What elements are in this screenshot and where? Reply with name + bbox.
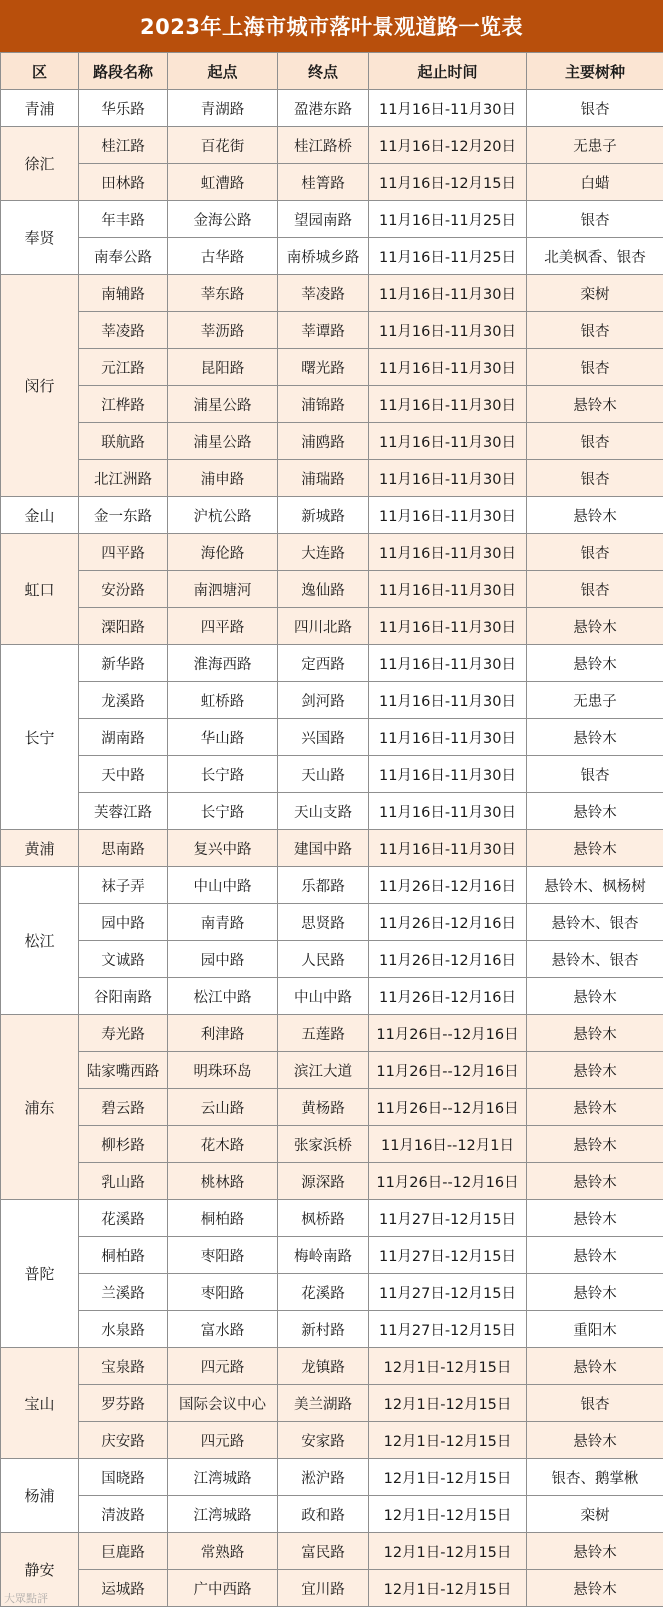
period-cell: 11月16日-11月30日 xyxy=(369,756,527,793)
road-name-cell: 寿光路 xyxy=(79,1015,168,1052)
end-point-cell: 新村路 xyxy=(278,1311,369,1348)
period-cell: 11月27日-12月15日 xyxy=(369,1311,527,1348)
tree-species-cell: 悬铃木 xyxy=(527,978,663,1015)
period-cell: 11月26日--12月16日 xyxy=(369,1163,527,1200)
tree-species-cell: 悬铃木 xyxy=(527,793,663,830)
tree-species-cell: 悬铃木 xyxy=(527,645,663,682)
road-name-cell: 水泉路 xyxy=(79,1311,168,1348)
end-point-cell: 新城路 xyxy=(278,497,369,534)
road-name-cell: 花溪路 xyxy=(79,1200,168,1237)
tree-species-cell: 银杏 xyxy=(527,534,663,571)
end-point-cell: 四川北路 xyxy=(278,608,369,645)
start-point-cell: 明珠环岛 xyxy=(168,1052,278,1089)
road-name-cell: 运城路 xyxy=(79,1570,168,1607)
road-name-cell: 芙蓉江路 xyxy=(79,793,168,830)
period-cell: 11月16日-11月30日 xyxy=(369,830,527,867)
period-cell: 11月26日-12月16日 xyxy=(369,867,527,904)
tree-species-cell: 悬铃木 xyxy=(527,1274,663,1311)
end-point-cell: 美兰湖路 xyxy=(278,1385,369,1422)
start-point-cell: 常熟路 xyxy=(168,1533,278,1570)
period-cell: 11月16日-11月30日 xyxy=(369,571,527,608)
header-road-name: 路段名称 xyxy=(79,53,168,90)
end-point-cell: 兴国路 xyxy=(278,719,369,756)
road-name-cell: 莘凌路 xyxy=(79,312,168,349)
road-name-cell: 园中路 xyxy=(79,904,168,941)
start-point-cell: 园中路 xyxy=(168,941,278,978)
table-row xyxy=(1,682,663,719)
road-name-cell: 南奉公路 xyxy=(79,238,168,275)
end-point-cell: 盈港东路 xyxy=(278,90,369,127)
road-name-cell: 文诚路 xyxy=(79,941,168,978)
district-cell: 徐汇 xyxy=(1,127,79,201)
table-row xyxy=(1,201,663,238)
table-row xyxy=(1,127,663,164)
table-row xyxy=(1,793,663,830)
end-point-cell: 桂江路桥 xyxy=(278,127,369,164)
period-cell: 11月16日-11月30日 xyxy=(369,460,527,497)
road-name-cell: 新华路 xyxy=(79,645,168,682)
district-cell: 杨浦 xyxy=(1,1459,79,1533)
start-point-cell: 浦星公路 xyxy=(168,423,278,460)
tree-species-cell: 悬铃木 xyxy=(527,1200,663,1237)
end-point-cell: 源深路 xyxy=(278,1163,369,1200)
period-cell: 11月16日-11月25日 xyxy=(369,238,527,275)
period-cell: 11月26日--12月16日 xyxy=(369,1015,527,1052)
page-title: 2023年上海市城市落叶景观道路一览表 xyxy=(0,0,663,52)
road-name-cell: 清波路 xyxy=(79,1496,168,1533)
period-cell: 12月1日-12月15日 xyxy=(369,1422,527,1459)
table-row xyxy=(1,608,663,645)
tree-species-cell: 银杏 xyxy=(527,571,663,608)
start-point-cell: 虹漕路 xyxy=(168,164,278,201)
tree-species-cell: 悬铃木 xyxy=(527,386,663,423)
start-point-cell: 江湾城路 xyxy=(168,1496,278,1533)
tree-species-cell: 悬铃木 xyxy=(527,497,663,534)
period-cell: 11月27日-12月15日 xyxy=(369,1274,527,1311)
road-name-cell: 庆安路 xyxy=(79,1422,168,1459)
start-point-cell: 淮海西路 xyxy=(168,645,278,682)
tree-species-cell: 悬铃木 xyxy=(527,1052,663,1089)
header-district: 区 xyxy=(1,53,79,90)
end-point-cell: 人民路 xyxy=(278,941,369,978)
start-point-cell: 浦星公路 xyxy=(168,386,278,423)
start-point-cell: 莘沥路 xyxy=(168,312,278,349)
road-name-cell: 碧云路 xyxy=(79,1089,168,1126)
end-point-cell: 枫桥路 xyxy=(278,1200,369,1237)
period-cell: 11月16日-11月30日 xyxy=(369,645,527,682)
table-row xyxy=(1,1459,663,1496)
table-row xyxy=(1,1533,663,1570)
period-cell: 11月16日-11月30日 xyxy=(369,349,527,386)
period-cell: 12月1日-12月15日 xyxy=(369,1348,527,1385)
period-cell: 11月26日-12月16日 xyxy=(369,904,527,941)
start-point-cell: 松江中路 xyxy=(168,978,278,1015)
start-point-cell: 莘东路 xyxy=(168,275,278,312)
end-point-cell: 花溪路 xyxy=(278,1274,369,1311)
road-name-cell: 龙溪路 xyxy=(79,682,168,719)
end-point-cell: 桂箐路 xyxy=(278,164,369,201)
start-point-cell: 复兴中路 xyxy=(168,830,278,867)
table-row xyxy=(1,1422,663,1459)
table-row xyxy=(1,571,663,608)
road-name-cell: 谷阳南路 xyxy=(79,978,168,1015)
district-cell: 虹口 xyxy=(1,534,79,645)
period-cell: 11月26日--12月16日 xyxy=(369,1052,527,1089)
end-point-cell: 浦鸥路 xyxy=(278,423,369,460)
end-point-cell: 莘凌路 xyxy=(278,275,369,312)
end-point-cell: 淞沪路 xyxy=(278,1459,369,1496)
period-cell: 11月16日-11月30日 xyxy=(369,608,527,645)
tree-species-cell: 银杏 xyxy=(527,201,663,238)
district-cell: 奉贤 xyxy=(1,201,79,275)
table-row xyxy=(1,1385,663,1422)
tree-species-cell: 悬铃木 xyxy=(527,608,663,645)
start-point-cell: 枣阳路 xyxy=(168,1237,278,1274)
header-tree-species: 主要树种 xyxy=(527,53,663,90)
table-row xyxy=(1,1126,663,1163)
road-name-cell: 元江路 xyxy=(79,349,168,386)
table-row xyxy=(1,719,663,756)
tree-species-cell: 银杏 xyxy=(527,1385,663,1422)
end-point-cell: 滨江大道 xyxy=(278,1052,369,1089)
table-row xyxy=(1,423,663,460)
tree-species-cell: 银杏 xyxy=(527,349,663,386)
road-name-cell: 桂江路 xyxy=(79,127,168,164)
end-point-cell: 望园南路 xyxy=(278,201,369,238)
table-row xyxy=(1,1200,663,1237)
tree-species-cell: 白蜡 xyxy=(527,164,663,201)
end-point-cell: 龙镇路 xyxy=(278,1348,369,1385)
tree-species-cell: 悬铃木 xyxy=(527,719,663,756)
road-name-cell: 华乐路 xyxy=(79,90,168,127)
tree-species-cell: 悬铃木 xyxy=(527,1015,663,1052)
tree-species-cell: 悬铃木 xyxy=(527,1422,663,1459)
road-name-cell: 安汾路 xyxy=(79,571,168,608)
end-point-cell: 思贤路 xyxy=(278,904,369,941)
period-cell: 12月1日-12月15日 xyxy=(369,1459,527,1496)
start-point-cell: 南泗塘河 xyxy=(168,571,278,608)
period-cell: 11月16日-12月20日 xyxy=(369,127,527,164)
start-point-cell: 四元路 xyxy=(168,1348,278,1385)
tree-species-cell: 悬铃木 xyxy=(527,1348,663,1385)
end-point-cell: 政和路 xyxy=(278,1496,369,1533)
tree-species-cell: 悬铃木 xyxy=(527,1089,663,1126)
table-row xyxy=(1,867,663,904)
road-name-cell: 溧阳路 xyxy=(79,608,168,645)
table-row xyxy=(1,1348,663,1385)
end-point-cell: 黄杨路 xyxy=(278,1089,369,1126)
start-point-cell: 中山中路 xyxy=(168,867,278,904)
end-point-cell: 天山路 xyxy=(278,756,369,793)
table-row xyxy=(1,1015,663,1052)
end-point-cell: 逸仙路 xyxy=(278,571,369,608)
tree-species-cell: 银杏 xyxy=(527,423,663,460)
period-cell: 11月16日-11月30日 xyxy=(369,386,527,423)
period-cell: 12月1日-12月15日 xyxy=(369,1533,527,1570)
start-point-cell: 桃林路 xyxy=(168,1163,278,1200)
start-point-cell: 四元路 xyxy=(168,1422,278,1459)
start-point-cell: 长宁路 xyxy=(168,793,278,830)
start-point-cell: 枣阳路 xyxy=(168,1274,278,1311)
road-name-cell: 江桦路 xyxy=(79,386,168,423)
tree-species-cell: 栾树 xyxy=(527,275,663,312)
period-cell: 11月16日-11月30日 xyxy=(369,719,527,756)
period-cell: 11月27日-12月15日 xyxy=(369,1237,527,1274)
period-cell: 11月26日-12月16日 xyxy=(369,978,527,1015)
table-row xyxy=(1,645,663,682)
table-row xyxy=(1,238,663,275)
period-cell: 11月16日-11月25日 xyxy=(369,201,527,238)
table-row xyxy=(1,941,663,978)
tree-species-cell: 悬铃木 xyxy=(527,1126,663,1163)
road-name-cell: 罗芬路 xyxy=(79,1385,168,1422)
tree-species-cell: 栾树 xyxy=(527,1496,663,1533)
table-row xyxy=(1,1274,663,1311)
tree-species-cell: 悬铃木 xyxy=(527,1570,663,1607)
period-cell: 11月27日-12月15日 xyxy=(369,1200,527,1237)
tree-species-cell: 无患子 xyxy=(527,682,663,719)
tree-species-cell: 银杏 xyxy=(527,90,663,127)
road-name-cell: 思南路 xyxy=(79,830,168,867)
table-row xyxy=(1,978,663,1015)
header-period: 起止时间 xyxy=(369,53,527,90)
tree-species-cell: 悬铃木 xyxy=(527,1237,663,1274)
table-row xyxy=(1,1052,663,1089)
end-point-cell: 乐都路 xyxy=(278,867,369,904)
period-cell: 11月16日-11月30日 xyxy=(369,423,527,460)
table-row xyxy=(1,349,663,386)
start-point-cell: 华山路 xyxy=(168,719,278,756)
period-cell: 11月16日-11月30日 xyxy=(369,534,527,571)
end-point-cell: 宜川路 xyxy=(278,1570,369,1607)
start-point-cell: 海伦路 xyxy=(168,534,278,571)
road-name-cell: 湖南路 xyxy=(79,719,168,756)
start-point-cell: 沪杭公路 xyxy=(168,497,278,534)
start-point-cell: 花木路 xyxy=(168,1126,278,1163)
road-name-cell: 兰溪路 xyxy=(79,1274,168,1311)
tree-species-cell: 悬铃木 xyxy=(527,830,663,867)
tree-species-cell: 北美枫香、银杏 xyxy=(527,238,663,275)
tree-species-cell: 银杏 xyxy=(527,756,663,793)
district-cell: 黄浦 xyxy=(1,830,79,867)
table-row xyxy=(1,904,663,941)
table-row xyxy=(1,275,663,312)
watermark: 大眾點評 xyxy=(4,1592,48,1605)
start-point-cell: 四平路 xyxy=(168,608,278,645)
table-row xyxy=(1,1237,663,1274)
start-point-cell: 长宁路 xyxy=(168,756,278,793)
start-point-cell: 云山路 xyxy=(168,1089,278,1126)
start-point-cell: 桐柏路 xyxy=(168,1200,278,1237)
end-point-cell: 中山中路 xyxy=(278,978,369,1015)
start-point-cell: 江湾城路 xyxy=(168,1459,278,1496)
table-row xyxy=(1,497,663,534)
period-cell: 11月16日-11月30日 xyxy=(369,275,527,312)
tree-species-cell: 悬铃木 xyxy=(527,1533,663,1570)
road-name-cell: 乳山路 xyxy=(79,1163,168,1200)
table-row xyxy=(1,460,663,497)
period-cell: 11月16日-11月30日 xyxy=(369,312,527,349)
road-name-cell: 联航路 xyxy=(79,423,168,460)
table-row xyxy=(1,1311,663,1348)
leaf-road-table xyxy=(0,52,663,1607)
start-point-cell: 利津路 xyxy=(168,1015,278,1052)
district-cell: 金山 xyxy=(1,497,79,534)
period-cell: 11月26日--12月16日 xyxy=(369,1089,527,1126)
start-point-cell: 虹桥路 xyxy=(168,682,278,719)
end-point-cell: 浦瑞路 xyxy=(278,460,369,497)
road-name-cell: 袜子弄 xyxy=(79,867,168,904)
table-row xyxy=(1,756,663,793)
table-row xyxy=(1,1089,663,1126)
period-cell: 11月16日-11月30日 xyxy=(369,682,527,719)
end-point-cell: 浦锦路 xyxy=(278,386,369,423)
road-name-cell: 国晓路 xyxy=(79,1459,168,1496)
start-point-cell: 金海公路 xyxy=(168,201,278,238)
tree-species-cell: 悬铃木、银杏 xyxy=(527,904,663,941)
start-point-cell: 百花街 xyxy=(168,127,278,164)
tree-species-cell: 悬铃木 xyxy=(527,1163,663,1200)
district-cell: 静安 xyxy=(1,1533,79,1607)
start-point-cell: 青湖路 xyxy=(168,90,278,127)
period-cell: 12月1日-12月15日 xyxy=(369,1496,527,1533)
district-cell: 青浦 xyxy=(1,90,79,127)
table-body xyxy=(1,90,663,1607)
tree-species-cell: 悬铃木、银杏 xyxy=(527,941,663,978)
table-row xyxy=(1,90,663,127)
tree-species-cell: 悬铃木、枫杨树 xyxy=(527,867,663,904)
table-row xyxy=(1,386,663,423)
district-cell: 浦东 xyxy=(1,1015,79,1200)
end-point-cell: 安家路 xyxy=(278,1422,369,1459)
period-cell: 12月1日-12月15日 xyxy=(369,1570,527,1607)
road-name-cell: 宝泉路 xyxy=(79,1348,168,1385)
end-point-cell: 建国中路 xyxy=(278,830,369,867)
district-cell: 松江 xyxy=(1,867,79,1015)
period-cell: 11月26日-12月16日 xyxy=(369,941,527,978)
table-row xyxy=(1,164,663,201)
tree-species-cell: 无患子 xyxy=(527,127,663,164)
road-name-cell: 年丰路 xyxy=(79,201,168,238)
road-name-cell: 巨鹿路 xyxy=(79,1533,168,1570)
table-row xyxy=(1,312,663,349)
tree-species-cell: 重阳木 xyxy=(527,1311,663,1348)
table-header-row xyxy=(1,53,663,90)
table-row xyxy=(1,1570,663,1607)
road-name-cell: 金一东路 xyxy=(79,497,168,534)
start-point-cell: 古华路 xyxy=(168,238,278,275)
period-cell: 11月16日--12月1日 xyxy=(369,1126,527,1163)
table-row xyxy=(1,1496,663,1533)
end-point-cell: 剑河路 xyxy=(278,682,369,719)
tree-species-cell: 银杏 xyxy=(527,460,663,497)
district-cell: 宝山 xyxy=(1,1348,79,1459)
end-point-cell: 曙光路 xyxy=(278,349,369,386)
road-name-cell: 陆家嘴西路 xyxy=(79,1052,168,1089)
end-point-cell: 张家浜桥 xyxy=(278,1126,369,1163)
header-end-point: 终点 xyxy=(278,53,369,90)
end-point-cell: 莘谭路 xyxy=(278,312,369,349)
district-cell: 闵行 xyxy=(1,275,79,497)
start-point-cell: 昆阳路 xyxy=(168,349,278,386)
period-cell: 11月16日-11月30日 xyxy=(369,90,527,127)
start-point-cell: 国际会议中心 xyxy=(168,1385,278,1422)
road-name-cell: 柳杉路 xyxy=(79,1126,168,1163)
start-point-cell: 浦申路 xyxy=(168,460,278,497)
period-cell: 11月16日-11月30日 xyxy=(369,497,527,534)
start-point-cell: 南青路 xyxy=(168,904,278,941)
header-start-point: 起点 xyxy=(168,53,278,90)
table-row xyxy=(1,1163,663,1200)
start-point-cell: 广中西路 xyxy=(168,1570,278,1607)
road-name-cell: 北江洲路 xyxy=(79,460,168,497)
district-cell: 长宁 xyxy=(1,645,79,830)
road-name-cell: 田林路 xyxy=(79,164,168,201)
end-point-cell: 富民路 xyxy=(278,1533,369,1570)
end-point-cell: 南桥城乡路 xyxy=(278,238,369,275)
district-cell: 普陀 xyxy=(1,1200,79,1348)
road-name-cell: 南辅路 xyxy=(79,275,168,312)
road-name-cell: 天中路 xyxy=(79,756,168,793)
road-name-cell: 桐柏路 xyxy=(79,1237,168,1274)
end-point-cell: 定西路 xyxy=(278,645,369,682)
start-point-cell: 富水路 xyxy=(168,1311,278,1348)
period-cell: 11月16日-12月15日 xyxy=(369,164,527,201)
period-cell: 12月1日-12月15日 xyxy=(369,1385,527,1422)
table-row xyxy=(1,830,663,867)
end-point-cell: 天山支路 xyxy=(278,793,369,830)
period-cell: 11月16日-11月30日 xyxy=(369,793,527,830)
tree-species-cell: 银杏 xyxy=(527,312,663,349)
end-point-cell: 梅岭南路 xyxy=(278,1237,369,1274)
table-row xyxy=(1,534,663,571)
tree-species-cell: 银杏、鹅掌楸 xyxy=(527,1459,663,1496)
end-point-cell: 大连路 xyxy=(278,534,369,571)
end-point-cell: 五莲路 xyxy=(278,1015,369,1052)
road-name-cell: 四平路 xyxy=(79,534,168,571)
